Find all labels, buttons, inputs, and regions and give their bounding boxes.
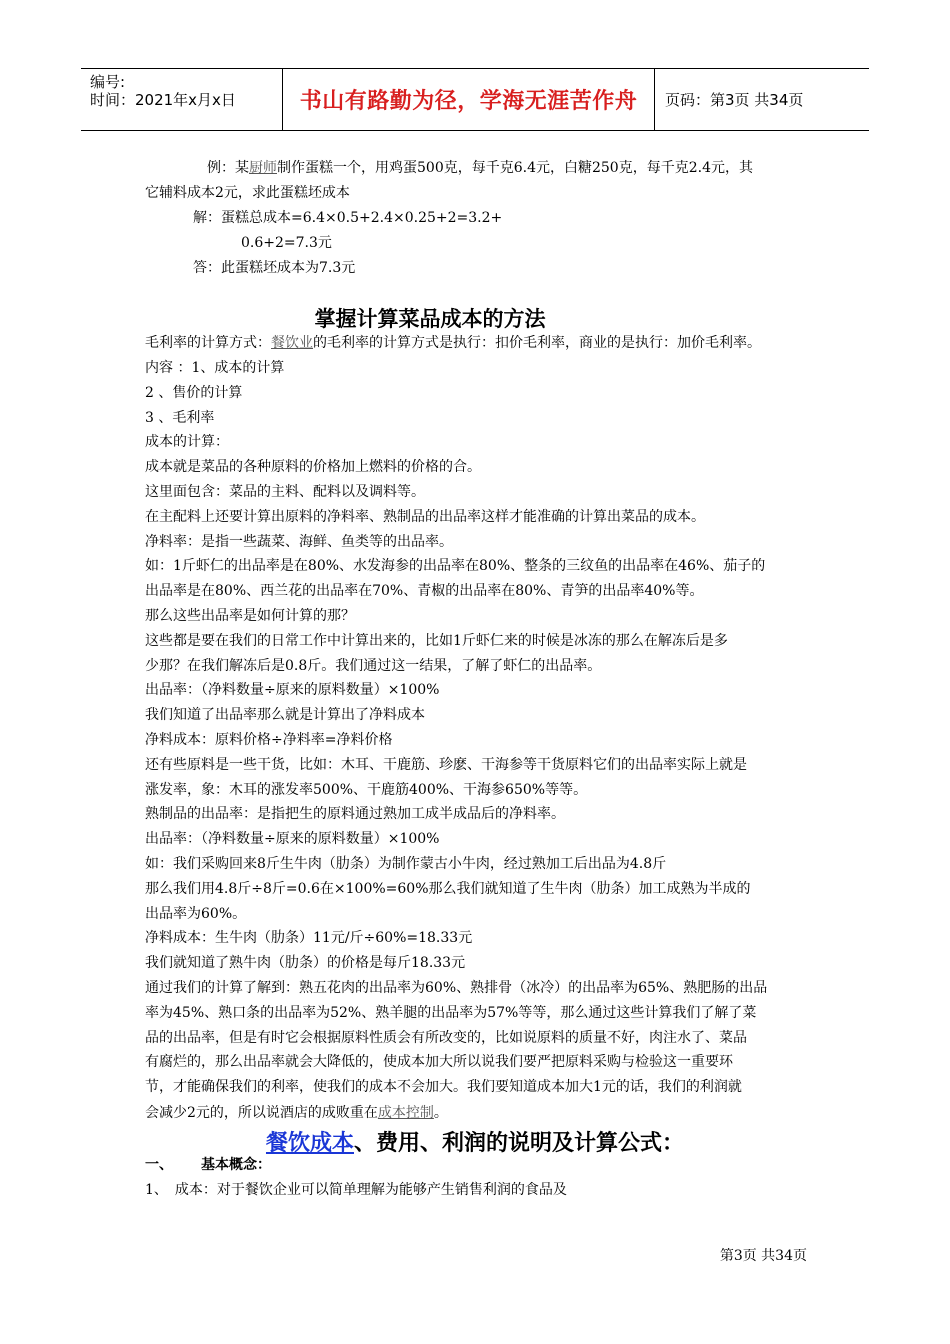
body-line: 节，才能确保我们的利率，使我们的成本不会加大。我们要知道成本加大1元的话，我们的利润就 (145, 1079, 742, 1096)
example-line-2: 它辅料成本2元，求此蛋糕坯成本 (145, 185, 350, 201)
body-line: 通过我们的计算了解到：熟五花肉的出品率为60%、熟排骨（冰冷）的出品率为65%、熟肥肠的出品 (145, 980, 768, 996)
body-line: 这些都是要在我们的日常工作中计算出来的，比如1斤虾仁来的时候是冰冻的那么在解冻后是多 (145, 632, 728, 649)
body-line: 品的出品率，但是有时它会根据原料性质会有所改变的，比如说原料的质量不好，肉注水了、菜品 (145, 1029, 747, 1046)
header-table (81, 68, 869, 131)
body-line: 净料成本：原料价格÷净料率=净料价格 (145, 732, 393, 748)
body-line: 如：我们采购回来8斤生牛肉（肋条）为制作蒙古小牛肉，经过熟加工后出品为4.8斤 (145, 856, 667, 872)
chef-link[interactable]: 厨师 (249, 160, 277, 176)
gross-margin-paragraph: 毛利率的计算方式：餐饮业的毛利率的计算方式是执行：扣价毛利率，商业的是执行：加价毛利率。 (145, 335, 761, 351)
body-line: 3 、毛利率 (145, 409, 215, 426)
page-footer: 第3页 共34页 (719, 1248, 807, 1264)
header-page-label: 页码：第3页 共34页 (665, 91, 804, 109)
body-line: 还有些原料是一些干货，比如：木耳、干鹿筋、珍麽、干海参等干货原料它们的出品率实际上就是 (145, 756, 747, 773)
body-line: 出品率是在80%、西兰花的出品率在70%、青椒的出品率在80%、青笋的出品率40%等。 (145, 583, 704, 600)
section-title-cost-method: 掌握计算菜品成本的方法 (314, 307, 546, 331)
section-title-catering-cost: 餐饮成本、费用、利润的说明及计算公式： (265, 1131, 685, 1156)
body-line: 内容 ：1、成本的计算 (145, 360, 285, 376)
header-meta-cell (81, 69, 283, 130)
body-line: 出品率：（净料数量÷原来的原料数量）×100% (145, 682, 440, 699)
body-line: 出品率：（净料数量÷原来的原料数量）×100% (145, 831, 440, 848)
cost-control-link[interactable]: 成本控制 (377, 1105, 434, 1121)
example-line-5: 答：此蛋糕坯成本为7.3元 (193, 260, 356, 276)
body-line: 率为45%、熟口条的出品率为52%、熟羊腿的出品率为57%等等，那么通过这些计算我们了解了菜 (145, 1004, 757, 1021)
body-line: 净料率：是指一些蔬菜、海鲜、鱼类等的出品率。 (145, 533, 453, 550)
body-line: 成本的计算： (145, 434, 229, 451)
basic-concepts-heading: 一、 基本概念： (145, 1157, 271, 1173)
body-line: 如：1斤虾仁的出品率是在80%、水发海参的出品率在80%、整条的三纹鱼的出品率在46%、茄子的 (145, 558, 766, 575)
example-line-1: 例：某厨师制作蛋糕一个，用鸡蛋500克，每千克6.4元，白糖250克，每千克2.4元，其 (207, 160, 753, 176)
body-line: 成本就是菜品的各种原料的价格加上燃料的价格的合。 (145, 459, 481, 476)
document-number-label: 编号: (90, 73, 126, 91)
body-line: 净料成本：生牛肉（肋条）11元/斤÷60%=18.33元 (145, 930, 473, 947)
example-line-3: 解：蛋糕总成本=6.4×0.5+2.4×0.25+2=3.2+ (193, 210, 503, 226)
body-line: 涨发率，象：木耳的涨发率500%、干鹿筋400%、干海参650%等等。 (145, 781, 588, 798)
body-line: 这里面包含：菜品的主料、配料以及调料等。 (145, 484, 425, 500)
body-line: 我们就知道了熟牛肉（肋条）的价格是每斤18.33元 (145, 955, 466, 972)
body-last-line: 会减少2元的，所以说酒店的成败重在成本控制。 (145, 1105, 448, 1121)
body-line: 2 、售价的计算 (145, 384, 243, 401)
header-motto: 书山有路勤为径，学海无涯苦作舟 (283, 69, 655, 130)
body-line: 有腐烂的，那么出品率就会大降低的，使成本加大所以说我们要严把原料采购与检验这一重要环 (145, 1054, 733, 1071)
body-line: 在主配料上还要计算出原料的净料率、熟制品的出品率这样才能准确的计算出菜品的成本。 (145, 508, 705, 525)
body-line: 那么我们用4.8斤÷8斤=0.6在×100%=60%那么我们就知道了生牛肉（肋条）加工成熟为半成的 (145, 880, 751, 897)
body-line: 少那？在我们解冻后是0.8斤。我们通过这一结果，了解了虾仁的出品率。 (145, 657, 602, 674)
catering-industry-link[interactable]: 餐饮业 (271, 335, 313, 351)
document-date-label: 时间：2021年x月x日 (90, 91, 236, 109)
example-line-4: 0.6+2=7.3元 (241, 235, 332, 251)
body-line: 出品率为60%。 (145, 905, 247, 922)
catering-cost-link[interactable]: 餐饮成本 (265, 1131, 354, 1156)
body-line: 我们知道了出品率那么就是计算出了净料成本 (145, 707, 425, 724)
body-line: 那么这些出品率是如何计算的那？ (145, 608, 355, 624)
cost-definition-line: 1、 成本：对于餐饮企业可以简单理解为能够产生销售利润的食品及 (145, 1182, 567, 1198)
body-line: 熟制品的出品率：是指把生的原料通过熟加工成半成品后的净料率。 (145, 806, 565, 823)
